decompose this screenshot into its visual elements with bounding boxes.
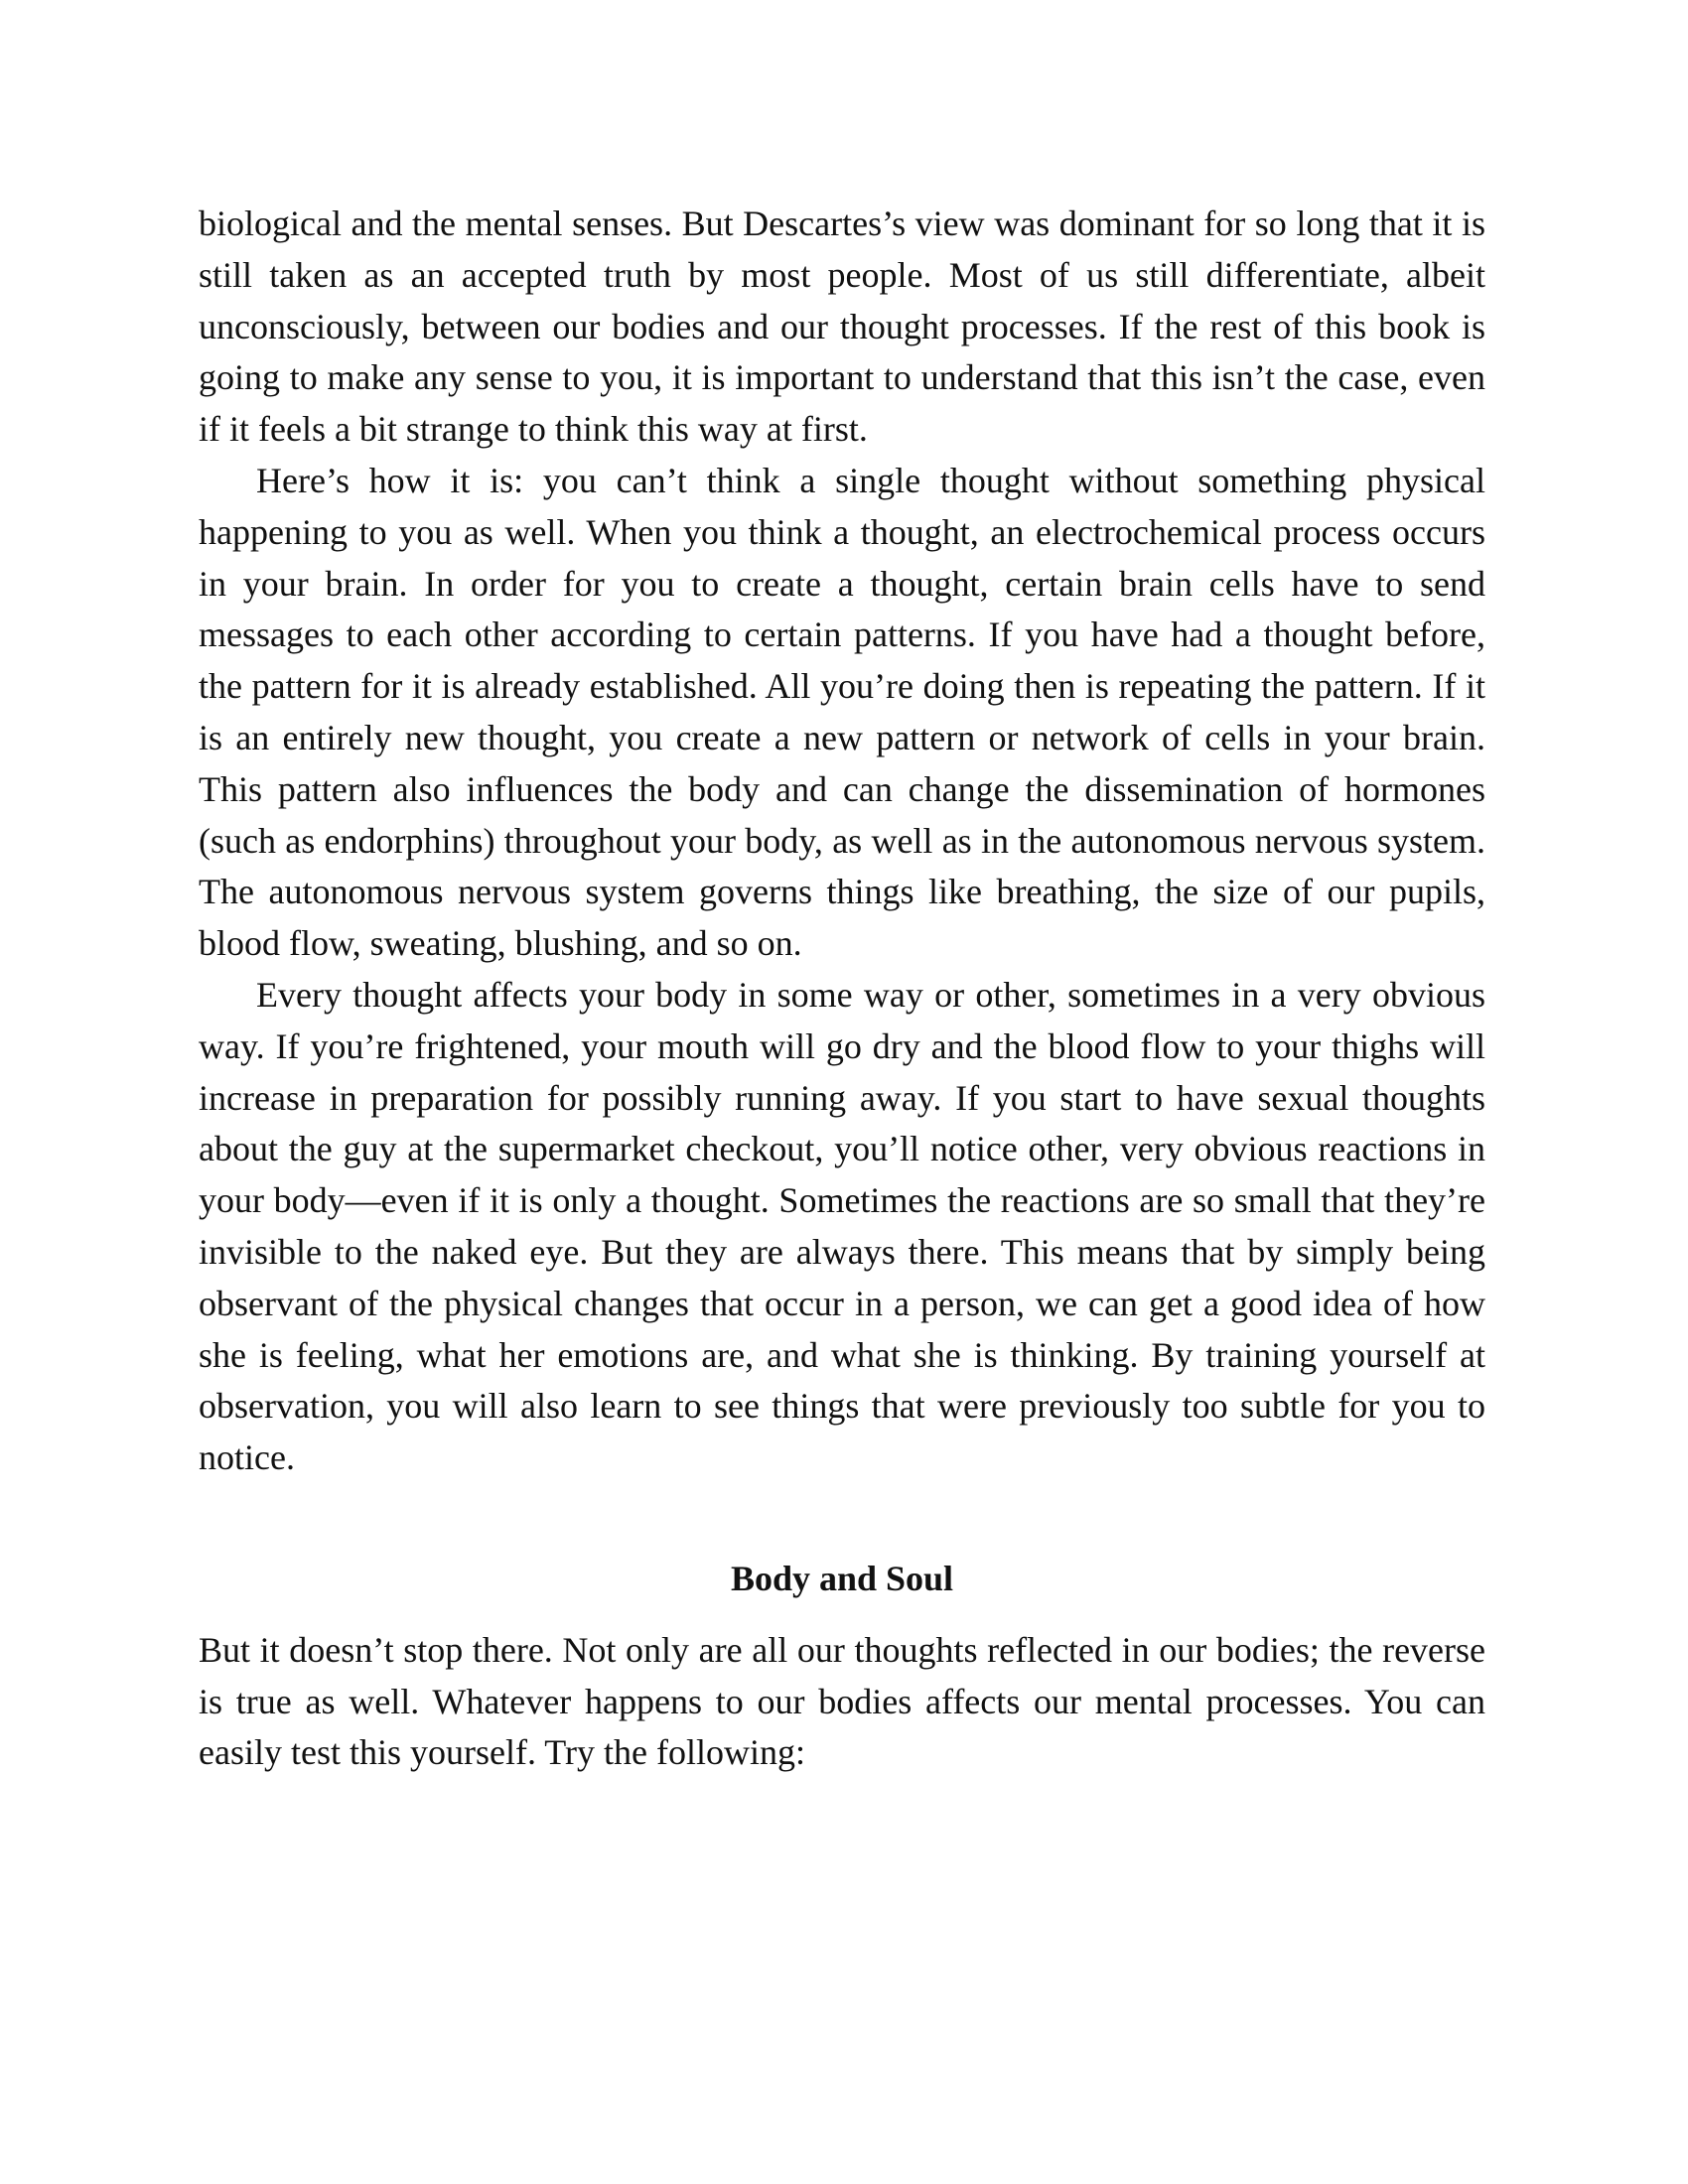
paragraph-descartes-view: biological and the mental senses. But Descartes’s view was dominant for so long that it is still taken as an accepted truth by most people. Most of us still differentiate, albeit unconsciously, between our bodies and our thought processes. If the rest of this book is going to make any sense to you, it is important to understand that this isn’t the case, even if it feels a bit strange to think this way at first. (199, 204, 1485, 450)
paragraph-thought-affects-body: Every thought affects your body in some way or other, sometimes in a very obvious way. If you’re frightened, your mouth will go dry and the blood flow to your thighs will increase in preparation for possibly running away. If you start to have sexual thoughts about the guy at the supermarket checkout, you’ll notice other, very obvious reactions in your body—even if it is only a thought. Sometimes the reactions are so small that they’re invisible to the naked eye. But they are always there. This means that by simply being observant of the physical changes that occur in a person, we can get a good idea of how she is feeling, what her emotions are, and what she is thinking. By training yourself at observation, you will also learn to see things that were previously too subtle for you to notice. (199, 974, 1485, 1478)
page-content (199, 199, 1485, 1779)
paragraph-thought-physical: Here’s how it is: you can’t think a single thought without something physical happening to you as well. When you think a thought, an electrochemical process occurs in your brain. In order for you to create a thought, certain brain cells have to send messages to each other according to certain patterns. If you have had a thought before, the pattern for it is already established. All you’re doing then is repeating the pattern. If it is an entirely new thought, you create a new pattern or network of cells in your brain. This pattern also influences the body and can change the dissemination of hormones (such as endorphins) throughout your body, as well as in the autonomous nervous system. The autonomous nervous system governs things like breathing, the size of our pupils, blood flow, sweating, blushing, and so on. (199, 460, 1485, 964)
paragraph-body-affects-mind: But it doesn’t stop there. Not only are all our thoughts reflected in our bodies; the reverse is true as well. Whatever happens to our bodies affects our mental processes. You can easily test this yourself. Try the following: (199, 1629, 1485, 1773)
section-heading: Body and Soul (730, 1558, 954, 1598)
